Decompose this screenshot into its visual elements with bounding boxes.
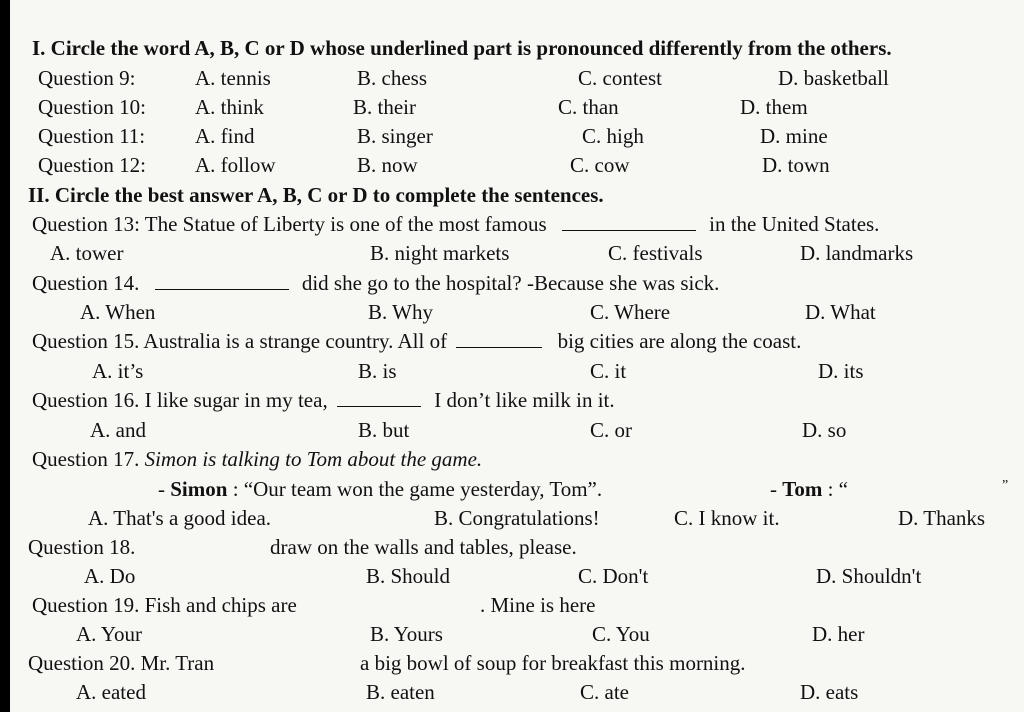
q10-option-a[interactable]: A. think <box>195 95 264 119</box>
q16-option-c[interactable]: C. or <box>590 418 632 442</box>
q17-stem <box>32 449 482 470</box>
q17-option-a[interactable]: A. That's a good idea. <box>88 506 272 530</box>
q16-stem-end: I don’t like milk in it. <box>434 388 615 412</box>
q14-blank[interactable] <box>155 273 289 290</box>
q20-option-a[interactable]: A. eated <box>76 680 146 704</box>
section2-heading: II. Circle the best answer A, B, C or D to complete the sentences. <box>28 183 604 207</box>
q14-stem <box>32 273 719 294</box>
q17-speaker-tom: Tom <box>782 477 823 501</box>
q15-option-d[interactable]: D. its <box>818 359 864 383</box>
q17-option-b[interactable]: B. Congratulations! <box>434 506 600 530</box>
q18-option-a[interactable]: A. Do <box>84 564 136 588</box>
q19-option-d[interactable]: D. her <box>812 622 865 646</box>
q15-stem <box>32 331 801 352</box>
q9-option-c[interactable]: C. contest <box>578 66 662 90</box>
q19-stem-start: Question 19. Fish and chips are <box>32 593 297 617</box>
q15-option-c[interactable]: C. it <box>590 359 627 383</box>
q16-option-b[interactable]: B. but <box>358 418 410 442</box>
q20-stem-start: Question 20. Mr. Tran <box>28 651 215 675</box>
q16-stem-start: Question 16. I like sugar in my tea, <box>32 388 328 412</box>
q9-option-b[interactable]: B. chess <box>357 66 427 90</box>
q13-stem <box>32 214 879 235</box>
q12-label: Question 12: <box>38 153 146 177</box>
q19-option-c[interactable]: C. You <box>592 622 650 646</box>
q14-option-d[interactable]: D. What <box>805 300 876 324</box>
q18-stem-end: draw on the walls and tables, please. <box>270 535 577 559</box>
q17-context: Simon is talking to Tom about the game. <box>144 447 483 471</box>
q20-option-c[interactable]: C. ate <box>580 680 629 704</box>
q15-option-a[interactable]: A. it’s <box>92 359 144 383</box>
q13-stem-start: Question 13: The Statue of Liberty is one of the most famous <box>32 212 547 236</box>
q19-option-a[interactable]: A. Your <box>76 622 142 646</box>
q18-label: Question 18. <box>28 535 136 559</box>
q10-option-c[interactable]: C. than <box>558 95 619 119</box>
q17-dash-tom: - <box>770 477 783 501</box>
q12-option-b[interactable]: B. now <box>357 153 418 177</box>
q17-option-c[interactable]: C. I know it. <box>674 506 780 530</box>
q11-option-d[interactable]: D. mine <box>760 124 828 148</box>
q11-option-b[interactable]: B. singer <box>357 124 433 148</box>
q17-dash-simon: - <box>158 477 171 501</box>
q14-option-a[interactable]: A. When <box>80 300 156 324</box>
q17-tom-line <box>770 479 848 500</box>
q9-option-d[interactable]: D. basketball <box>778 66 889 90</box>
q10-option-d[interactable]: D. them <box>740 95 808 119</box>
q14-option-b[interactable]: B. Why <box>368 300 433 324</box>
q11-option-c[interactable]: C. high <box>582 124 644 148</box>
q14-stem-start: Question 14. <box>32 271 140 295</box>
q13-stem-end: in the United States. <box>709 212 880 236</box>
q17-close-quote: ” <box>1002 478 1009 493</box>
q20-stem-end: a big bowl of soup for breakfast this morning. <box>360 651 746 675</box>
q16-option-a[interactable]: A. and <box>90 418 146 442</box>
q17-label: Question 17. <box>32 447 140 471</box>
q13-option-c[interactable]: C. festivals <box>608 241 703 265</box>
q17-tom-text: : “ <box>822 477 848 501</box>
q16-stem <box>32 390 615 411</box>
q12-option-c[interactable]: C. cow <box>570 153 630 177</box>
q10-label: Question 10: <box>38 95 146 119</box>
q17-simon-text: : “Our team won the game yesterday, Tom”. <box>227 477 603 501</box>
q18-option-d[interactable]: D. Shouldn't <box>816 564 922 588</box>
q15-stem-start: Question 15. Australia is a strange country. All of <box>32 329 448 353</box>
q15-stem-end: big cities are along the coast. <box>557 329 802 353</box>
worksheet-page <box>10 0 1024 712</box>
q11-option-a[interactable]: A. find <box>195 124 255 148</box>
q16-blank[interactable] <box>337 390 421 407</box>
q14-stem-end: did she go to the hospital? -Because she was sick. <box>301 271 720 295</box>
q18-option-b[interactable]: B. Should <box>366 564 451 588</box>
q12-option-a[interactable]: A. follow <box>195 153 276 177</box>
q13-option-d[interactable]: D. landmarks <box>800 241 914 265</box>
q15-option-b[interactable]: B. is <box>358 359 397 383</box>
q15-blank[interactable] <box>456 331 542 348</box>
section1-heading: I. Circle the word A, B, C or D whose underlined part is pronounced differently from the others. <box>32 36 892 60</box>
q10-option-b[interactable]: B. their <box>353 95 416 119</box>
q17-speaker-simon: Simon <box>170 477 228 501</box>
q19-stem-end: . Mine is here <box>480 593 596 617</box>
q17-simon-line <box>158 479 602 500</box>
q13-blank[interactable] <box>562 214 696 231</box>
q20-option-d[interactable]: D. eats <box>800 680 859 704</box>
q16-option-d[interactable]: D. so <box>802 418 847 442</box>
q12-option-d[interactable]: D. town <box>762 153 830 177</box>
q9-label: Question 9: <box>38 66 136 90</box>
q13-option-a[interactable]: A. tower <box>50 241 124 265</box>
q20-option-b[interactable]: B. eaten <box>366 680 435 704</box>
q13-option-b[interactable]: B. night markets <box>370 241 510 265</box>
q17-option-d[interactable]: D. Thanks <box>898 506 986 530</box>
q19-option-b[interactable]: B. Yours <box>370 622 443 646</box>
q18-option-c[interactable]: C. Don't <box>578 564 649 588</box>
q9-option-a[interactable]: A. tennis <box>195 66 271 90</box>
q14-option-c[interactable]: C. Where <box>590 300 671 324</box>
q11-label: Question 11: <box>38 124 146 148</box>
